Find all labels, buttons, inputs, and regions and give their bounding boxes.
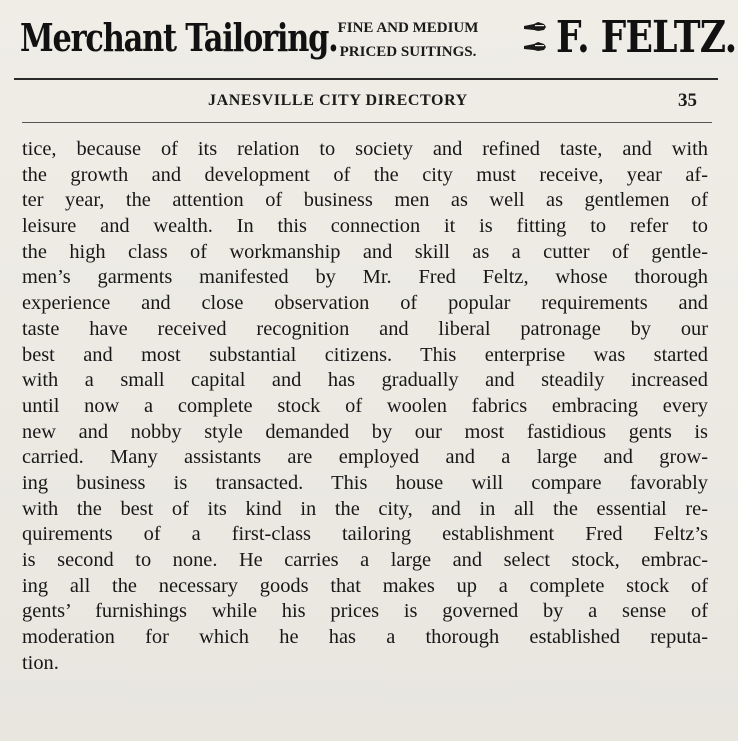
text-line: quirements of a first-class tailoring establishment Fred Feltz’s	[22, 523, 708, 546]
text-line: ter year, the attention of business men as well as gentlemen of	[22, 189, 708, 212]
text-line: ing business is transacted. This house will compare favorably	[22, 471, 708, 494]
banner-subtitle	[318, 16, 498, 64]
text-line: the growth and development of the city must receive, year af-	[22, 163, 708, 186]
running-head-divider	[22, 122, 712, 123]
text-line: leisure and wealth. In this connection it is fitting to refer to	[22, 215, 708, 238]
text-line: taste have received recognition and liberal patronage by our	[22, 317, 708, 340]
advertisement-banner	[0, 0, 738, 80]
text-line: until now a complete stock of woolen fabrics embracing every	[22, 394, 708, 417]
text-line: with the best of its kind in the city, and in all the essential re-	[22, 497, 708, 520]
article-body	[22, 137, 708, 676]
text-line: tion.	[22, 651, 59, 674]
banner-divider	[14, 78, 718, 80]
banner-subtitle-line-1: FINE AND MEDIUM	[337, 20, 479, 36]
running-head-title: JANESVILLE CITY DIRECTORY	[208, 92, 468, 109]
text-line: tice, because of its relation to society and refined taste, and with	[22, 138, 708, 160]
banner-merchant-name: F. FELTZ.	[556, 12, 737, 63]
text-line: the high class of workmanship and skill as a cutter of gentle-	[22, 240, 708, 263]
text-line: is second to none. He carries a large and select stock, embrac-	[22, 549, 708, 571]
page-number: 35	[678, 90, 697, 111]
text-line: new and nobby style demanded by our most fastidious gents is	[22, 420, 708, 443]
text-line: men’s garments manifested by Mr. Fred Feltz, whose thorough	[22, 266, 708, 289]
text-line: best and most substantial citizens. This enterprise was started	[22, 343, 708, 366]
banner-title: Merchant Tailoring.	[20, 15, 338, 60]
text-line: ing all the necessary goods that makes up a complete stock of	[22, 574, 708, 597]
text-line: experience and close observation of popular requirements and	[22, 292, 708, 315]
text-line: with a small capital and has gradually and steadily increased	[22, 369, 708, 392]
pointing-fist-icon	[522, 17, 548, 57]
text-line: gents’ furnishings while his prices is governed by a sense of	[22, 600, 708, 623]
text-line: carried. Many assistants are employed and a large and grow-	[22, 446, 708, 469]
banner-subtitle-line-2: PRICED SUITINGS.	[339, 44, 477, 60]
running-head	[0, 88, 738, 114]
text-line: moderation for which he has a thorough established reputa-	[22, 626, 708, 649]
